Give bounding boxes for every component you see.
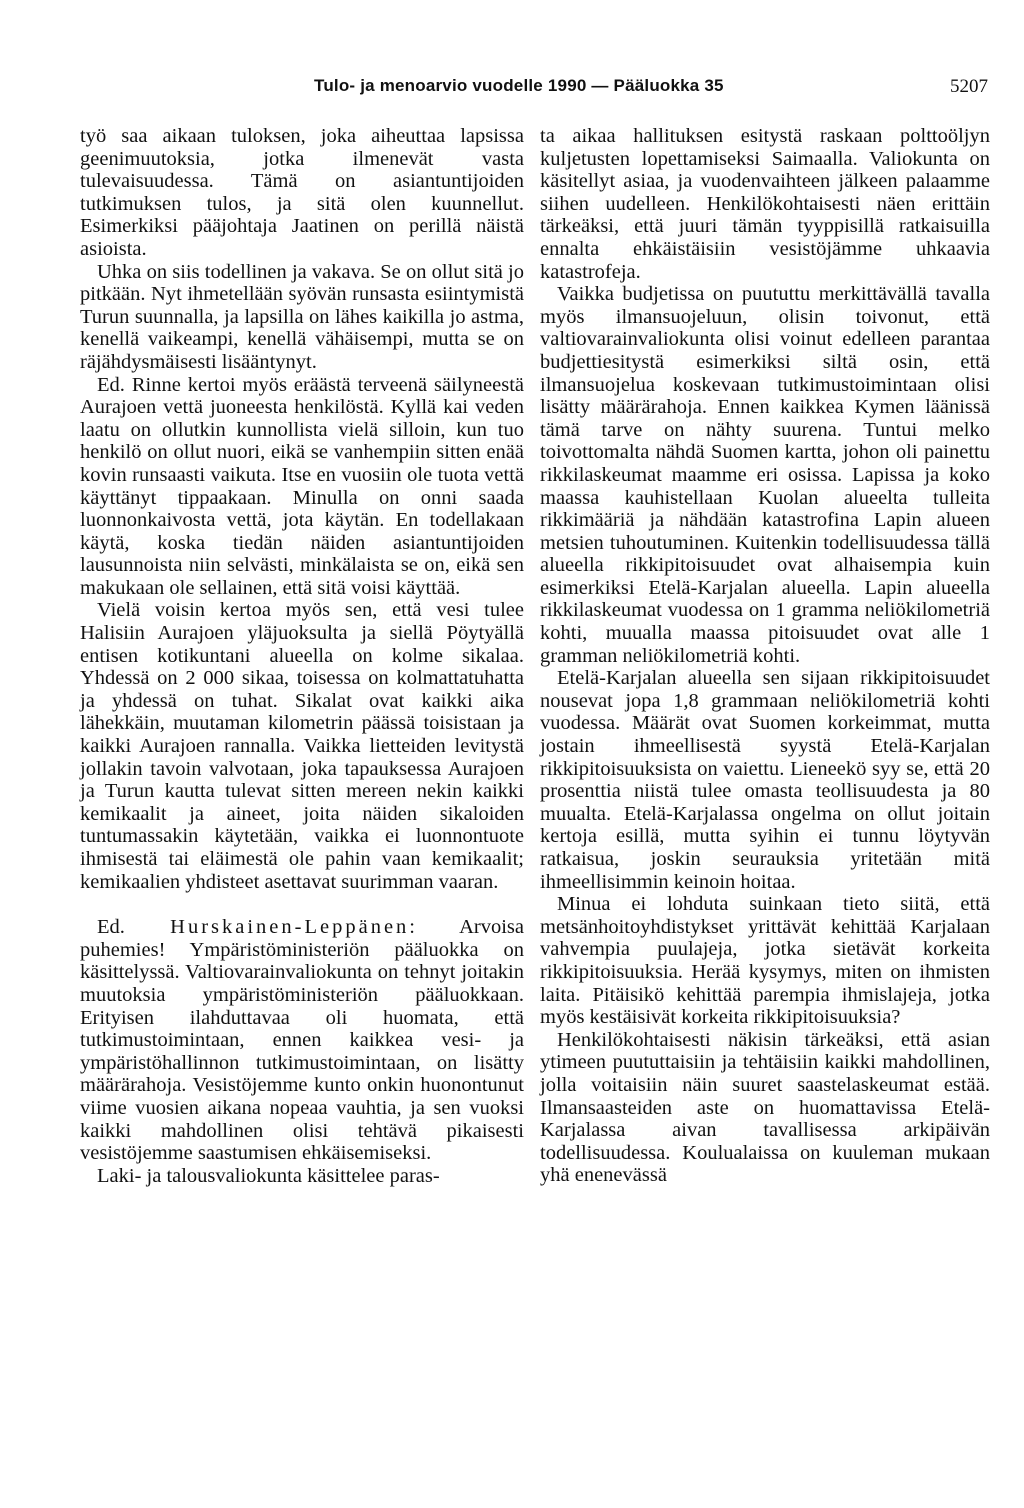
running-title: Tulo- ja menoarvio vuodelle 1990 — Pääluokka 35 <box>314 76 724 95</box>
left-column <box>80 125 524 1187</box>
paragraph: Laki- ja talousvaliokunta käsittelee paras- <box>97 1164 440 1187</box>
paragraph: Vielä voisin kertoa myös sen, että vesi tulee Halisiin Aurajoen yläjuoksulta ja siellä Pöytyällä entisen kotikuntani alueella on kolme sikalaa. Yhdessä on 2 000 sikaa, toisessa on kolmattatuhatta ja yhdessä on tuhat. Sikalat ovat kaikki aika lähekkäin, muutaman kilometrin päässä toisistaan ja kaikki Aurajoen rannalla. Vaikka lietteiden levitystä jollakin tavoin valvotaan, joka tapauksessa Aurajoen ja Turun kautta tulevat sitten mereen nekin kaikki kemikaalit ja aineet, joita näiden sikaloiden tuntumassakin käytetään, vaikka ei luonnontuote ihmisestä tai eläimestä ole pahin vaan kemikaalit; kemikaalien yhdisteet asettavat suurimman vaaran. <box>80 599 524 893</box>
page-number: 5207 <box>950 76 988 97</box>
paragraph: työ saa aikaan tuloksen, joka aiheuttaa lapsissa geenimuutoksia, jotka ilmenevät vasta tulevaisuudessa. Tämä on asiantuntijoiden tutkimuksen tulos, ja sitä olen kuunnellut. Esimerkiksi pääjohtaja Jaatinen on perillä näistä asioista. <box>80 125 524 260</box>
paragraph: ta aikaa hallituksen esitystä raskaan polttoöljyn kuljetusten lopettamiseksi Saimaalla. Valiokunta on käsitellyt asiaa, ja vuodenvaihteen jälkeen palaamme siihen uudelleen. Henkilökohtaisesti näen erittäin tärkeäksi, että juuri tämän tyyppisillä ratkaisuilla ennalta ehkäistäisiin vesistöjämme uhkaavia katastrofeja. <box>540 125 990 283</box>
paragraph: Uhka on siis todellinen ja vakava. Se on ollut sitä jo pitkään. Nyt ihmetellään syövän runsasta esiintymistä Turun suunnalla, ja lapsilla on lähes kaikilla jo astma, kenellä vaikeampi, kenellä vähäisempi, mutta se on räjähdysmäisesti lisääntynyt. <box>80 260 524 373</box>
speech-paragraph <box>80 916 524 1165</box>
paragraph: Vaikka budjetissa on puututtu merkittävällä tavalla myös ilmansuojeluun, olisin toivonut, että valtiovarainvaliokunta olisi voinut edelleen parantaa budjettiesitystä esimerkiksi siltä osin, että ilmansuojelua koskevaan tutkimustoimintaan olisi lisätty määrärahoja. Ennen kaikkea Kymen läänissä tämä tarve on nähty suurena. Tuntui melko toivottomalta nähdä Suomen kartta, johon oli painettu rikkilaskeumat maamme eri osissa. Lapissa ja koko maassa kauhistellaan Kuolan alueelta tulleita rikkimääriä ja nähdään katastrofina Lapin alueen metsien tuhoutuminen. Kuitenkin todellisuudessa tällä alueella rikkipitoisuudet ovat alhaisempia kuin esimerkiksi Etelä-Karjalan alueella. Lapin alueella rikkilaskeumat vuodessa on 1 gramma neliökilometriä kohti, muualla maassa pitoisuudet ovat alle 1 gramman neliökilometriä kohti. <box>540 283 990 667</box>
paragraph: Minua ei lohduta suinkaan tieto siitä, että metsänhoitoyhdistykset yrittävät kehittää Karjalaan vahvempia puulajeja, jotka sietävät korkeita rikkipitoisuuksia. Herää kysymys, miten on ihmisten laita. Pitäisikö kehittää parempia ihmislajeja, jotka myös kestäisivät korkeita rikkipitoisuuksia? <box>540 893 990 1029</box>
paragraph: Henkilökohtaisesti näkisin tärkeäksi, että asian ytimeen puututtaisiin ja tehtäisiin kaikki mahdollinen, jolla voitaisiin näin suuret saastelaskeumat estää. Ilmansaasteiden aste on huomattavissa Etelä-Karjalassa aivan tavallisessa arkipäivän todellisuudessa. Koulualaissa on kuuleman mukaan yhä enenevässä <box>540 1028 990 1187</box>
speech-text: : Arvoisa puhemies! Ympäristöministeriön pääluokka on käsittelyssä. Valtiovarainvaliokunta on tehnyt joitakin muutoksia ympäristöministeriön pääluokkaan. Erityisen ilahduttavaa oli huomata, että tutkimustoimintaan, ennen kaikkea vesi- ja ympäristöhallinnon tutkimustoimintaan, on lisätty määrärahoja. Vesistöjemme kunto onkin huonontunut viime vuosien aikana nopeaa vauhtia, ja sen vuoksi kaikki mahdollinen olisi tehtävä pikaisesti vesistöjemme saastumisen ehkäisemiseksi. <box>80 916 524 1165</box>
right-column <box>540 125 990 1187</box>
paragraph: Ed. Rinne kertoi myös eräästä terveenä säilyneestä Aurajoen vettä juoneesta henkilöstä. Kyllä kai veden laatu on ollutkin kunnollista vielä silloin, kun tuo henkilö on ollut nuori, eikä se vanhempiin sitten enää kovin runsaasti vaikuta. Itse en vuosiin ole tuota vettä käyttänyt tippaakaan. Minulla on onni saada luonnonkaivosta vettä, jota käytän. En todellakaan käytä, koska tiedän näiden asiantuntijoiden lausunnoista niin selvästi, minkälaista se on, eikä sen makukaan ole sellainen, että sitä voisi käyttää. <box>80 373 524 599</box>
page-header <box>0 76 1024 102</box>
speaker-name: Hurskainen-Leppänen <box>170 916 410 939</box>
paragraph: Etelä-Karjalan alueella sen sijaan rikkipitoisuudet nousevat jopa 1,8 grammaan neliökilometriä kohti vuodessa. Määrät ovat Suomen korkeimmat, mutta jostain ihmeellisestä syystä Etelä-Karjalan rikkipitoisuuksista on vaiettu. Lieneekö syy se, että 20 prosenttia niistä tulee omasta teollisuudesta ja 80 muualta. Etelä-Karjalassa ongelma on ollut joitain kertoja esillä, mutta syihin ei tunnu löytyvän ratkaisua, joskin seurauksia yritetään mitä ihmeellisimmin keinoin hoitaa. <box>540 667 990 893</box>
speaker-prefix: Ed. <box>97 916 125 939</box>
